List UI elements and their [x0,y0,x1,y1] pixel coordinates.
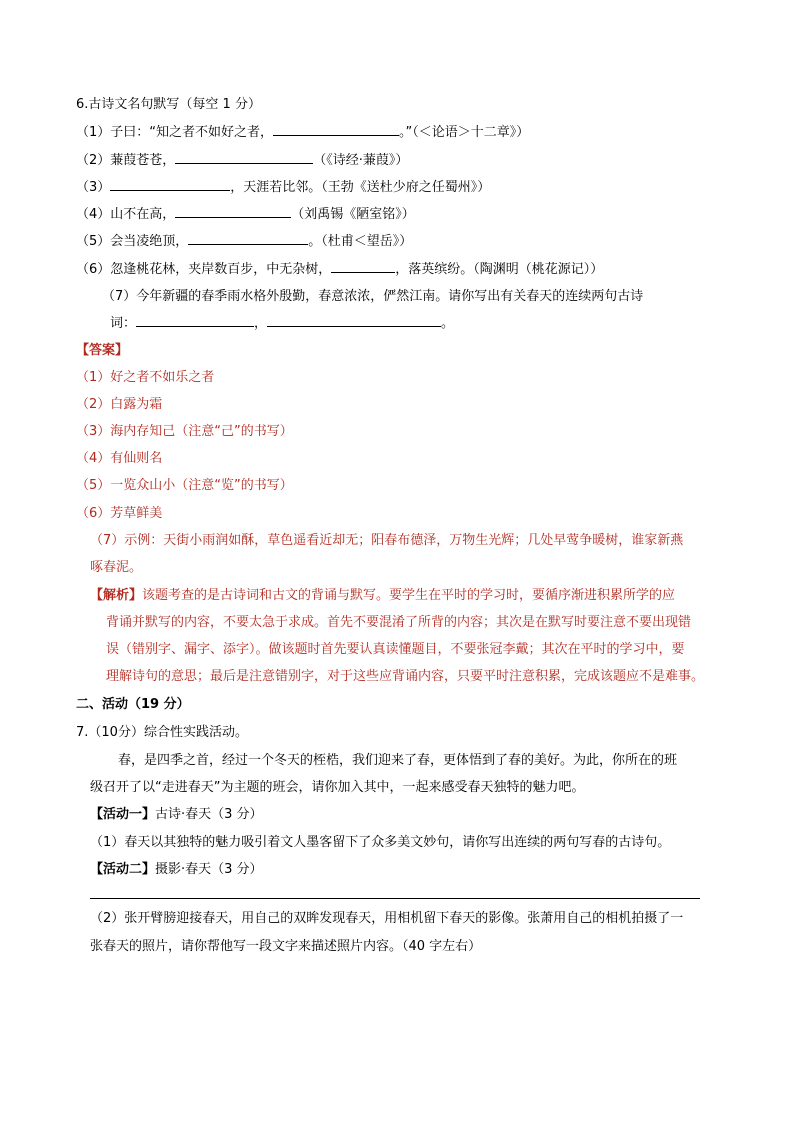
q6-item-2 [76,151,408,170]
q6-item-7-line1: （7）今年新疆的春季雨水格外殷勤，春意浓浓，俨然江南。请你写出有关春天的连续两句古诗 [102,289,644,304]
q6-item-2-before: （2）蒹葭苍苍， [76,153,176,168]
analysis-line-1 [90,587,675,605]
analysis-line: 理解诗句的意思；最后是注意错别字，对于这些应背诵内容，只要平时注意积累，完成该题应不是难事。 [106,669,705,684]
answer-blank[interactable] [175,151,313,164]
answer-line: （1）好之者不如乐之者 [76,370,215,385]
answer-line: （3）海内存知己（注意“己”的书写） [76,424,293,439]
q6-item-5 [76,232,412,251]
analysis-label: 【解析】 [90,588,143,603]
answer-blank[interactable] [267,314,441,327]
activity-2-question-line2: 张春天的照片，请你帮他写一段文字来描述照片内容。（40 字左右） [90,939,482,954]
q6-title: 6.古诗文名句默写（每空 1 分） [76,97,261,112]
answer-blank[interactable] [188,232,308,245]
activity-1-title: 古诗·春天（3 分） [155,807,263,822]
q6-item-3-before: （3） [76,180,111,195]
activity-1-question: （1）春天以其独特的魅力吸引着文人墨客留下了众多美文妙句，请你写出连续的两句写春的古诗句。 [90,835,671,850]
q6-item-3 [76,178,490,197]
activity-2-heading [90,861,263,879]
answer-line: （6）芳草鲜美 [76,506,163,521]
answer-blank[interactable] [175,205,291,218]
q6-item-6-before: （6）忽逢桃花林，夹岸数百步，中无杂树， [76,262,332,277]
q6-item-4-after: （刘禹锡《陋室铭》） [291,207,415,222]
q6-item-7-end: 。 [441,316,455,331]
q7-intro-line2: 级召开了以“走进春天”为主题的班会，请你加入其中，一起来感受春天独特的魅力吧。 [90,780,585,795]
q6-item-4 [76,205,415,224]
answer-blank[interactable] [273,123,399,136]
q6-item-1-after: 。”（＜论语＞十二章》） [399,125,530,140]
q6-item-7-prefix: 词： [110,316,137,331]
q6-item-6-after: ，落英缤纷。（陶渊明（桃花源记）） [395,262,604,277]
answer-blank[interactable] [331,260,395,273]
answer-line-7b: 啄春泥。 [90,560,143,575]
answer-line-7a: （7）示例：天街小雨润如酥，草色遥看近却无；阳春布德泽，万物生光辉；几处早莺争暖树，谁家新燕 [90,533,684,548]
q6-item-2-after: （《诗经·蒹葭》） [313,153,409,168]
answer-blank[interactable] [110,178,230,191]
activity-2-title: 摄影·春天（3 分） [155,862,263,877]
activity-1-heading [90,806,263,824]
answer-line: （2）白露为霜 [76,397,163,412]
q6-item-3-after: ，天涯若比邻。（王勃《送杜少府之任蜀州》） [230,180,491,195]
activity-2-question-line1: （2）张开臂膀迎接春天，用自己的双眸发现春天，用相机留下春天的影像。张萧用自己的相机拍摄了一 [90,911,684,926]
analysis-line: 误（错别字、漏字、添字）。做该题时首先要认真读懂题目，不要张冠李戴；其次在平时的学习中，要 [106,642,685,657]
analysis-line: 背诵并默写的内容，不要太急于求成。首先不要混淆了所背的内容；其次是在默写时要注意不要出现错 [106,615,692,630]
q6-item-1-before: （1）子曰：“知之者不如好之者， [76,125,274,140]
section-title: 二、活动（19 分） [76,697,190,712]
q7-intro-line1: 春，是四季之首，经过一个冬天的桎梏，我们迎来了春，更体悟到了春的美好。为此，你所在的班 [118,753,678,768]
q6-item-7-comma: ， [254,316,268,331]
activity-2-label: 【活动二】 [90,862,156,877]
q6-item-7-line2 [110,314,454,333]
answer-line-rule[interactable] [90,898,700,899]
activity-1-label: 【活动一】 [90,807,156,822]
q6-item-5-before: （5）会当凌绝顶， [76,234,189,249]
answer-line: （5）一览众山小（注意“览”的书写） [76,478,293,493]
q6-item-6 [76,260,603,279]
answer-line: （4）有仙则名 [76,451,163,466]
q6-item-4-before: （4）山不在高， [76,207,176,222]
analysis-text: 该题考查的是古诗词和古文的背诵与默写。要学生在平时的学习时，要循序渐进积累所学的应 [142,588,676,603]
answer-blank[interactable] [136,314,254,327]
q7-title: 7.（10分）综合性实践活动。 [76,725,248,740]
q6-item-5-after: 。（杜甫＜望岳》） [308,234,413,249]
q6-item-1 [76,123,529,142]
answer-heading: 【答案】 [76,343,129,358]
